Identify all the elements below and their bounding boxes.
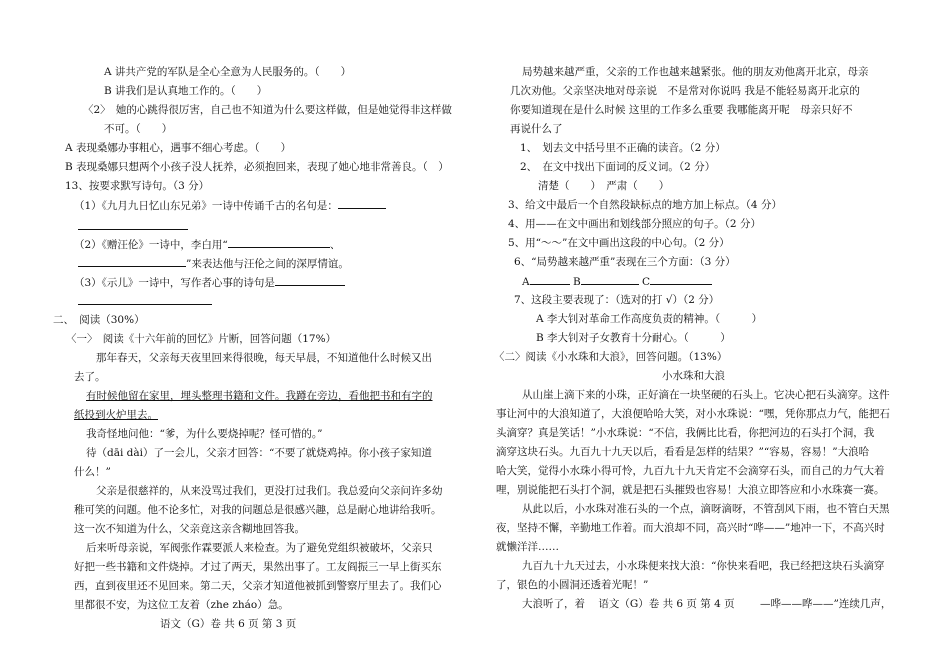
q13-2-cont: ”来表达他与汪伦之间的深厚情谊。 [78,254,349,274]
page-footer: 语文（G）卷 共 6 页 第 4 页 [598,598,735,610]
passage-line: 父亲是很慈祥的，从来没骂过我们，更没打过我们。我总爱向父亲问许多幼 [96,485,443,497]
story-line: 从山崖上滴下来的小珠，正好滴在一块坚硬的石头上。它决心把石头滴穿。这件 [522,389,890,401]
answer-blank[interactable] [78,217,188,230]
q12-2-option-a: A 表现桑娜办事粗心，遇事不细心考虑。（ ） [65,142,292,154]
question-7: 7、这段主要表现了：（选对的打 √）（2 分） [514,294,720,306]
reading-2-heading: 〈二〉阅读《小水珠和大浪》，回答问题。（13%） [494,351,728,363]
story-line: 事让河中的大浪知道了，大浪便哈哈大笑，对小水珠说：“嘿，凭你那点力气，能把石 [496,408,890,420]
story-line-with-footer: 大浪听了，着 语文（G）卷 共 6 页 第 4 页 —哗——哗——”连续几声， [522,598,892,610]
question-2: 2、 在文中找出下面词的反义词。（2 分） [520,161,716,173]
passage-line: 待（dāi dài）了一会儿，父亲才回答：“不要了就烧鸡掉。你小孩子家知道 [86,447,432,459]
q13-heading: 13、按要求默写诗句。（3 分） [65,180,210,192]
story-line: 九百九十九天过去，小水珠便来找大浪：“你快来看吧，我已经把这块石头滴穿 [522,560,885,572]
passage-line: 局势越来越严重，父亲的工作也越来越紧张。他的朋友劝他离开北京，母亲 [522,66,869,78]
q13-3-cont [78,292,212,312]
story-line: 夜，坚持不懈，辛勤地工作着。而大浪却不同，高兴时“哗——”地冲一下，不高兴时 [496,522,885,534]
answer-blank[interactable] [228,235,330,248]
question-3: 3、给文中最后一个自然段缺标点的地方加上标点。（4 分） [508,199,782,211]
story-line: 从此以后，小水珠对准石头的一个点，滴呀滴呀，不管刮风下雨，也不管白天黑 [522,503,890,515]
q13-3: （3）《示儿》一诗中，写作者心事的诗句是 [74,273,345,293]
passage-line: 西，直到夜里还不见回来。第二天，父亲才知道他被抓到警察厅里去了。我们心 [74,580,442,592]
passage-line: 后来听母亲说，军阀张作霖要派人来检查。为了避免党组织被破坏，父亲只 [86,542,433,554]
passage-line: 稚可笑的问题。他不论多忙，对我的问题总是很感兴趣，总是耐心地讲给我听。 [74,504,442,516]
story-line: 滴穿这块石头。九百九十九天以后，看看是怎样的结果？”“容易，容易！”大浪哈 [496,446,870,458]
passage-line: 几次劝他。父亲坚决地对母亲说 不是常对你说吗 我是不能轻易离开北京的 [510,85,860,97]
passage-line: 那年春天，父亲每天夜里回来得很晚，每天早晨，不知道他什么时候又出 [96,352,432,364]
answer-blank[interactable] [530,272,570,285]
q12-2-question-cont: 不可。（ ） [104,123,173,135]
question-7-option-a: A 李大钊对革命工作高度负责的精神。（ ） [536,313,763,325]
story-line: 了，银色的小圆洞还透着光呢！” [496,579,649,591]
passage-line: 里都很不安，为这位工友着（zhe zháo）急。 [74,599,289,611]
q13-1-cont [78,217,188,237]
answer-blank[interactable] [78,254,186,267]
answer-blank[interactable] [275,273,345,286]
passage-line: 再说什么了 [510,123,563,135]
passage-underlined-line: 纸投到火炉里去。 [74,409,158,421]
q13-1: （1）《九月九日忆山东兄弟》一诗中传诵千古的名句是： [74,196,386,216]
q12-2-question: 〈2〉 她的心跳得很厉害，自己也不知道为什么要这样做，但是她觉得非这样做 [83,104,452,116]
passage-line: 去了。 [74,371,106,383]
question-1: 1、 划去文中括号里不正确的读音。（2 分） [520,142,726,154]
question-2-words: 清楚（ ） 严肃（ ） [538,180,670,192]
story-line: 哈大笑，觉得小水珠小得可怜，九百九十九天肯定不会滴穿石头，而自己的力气大着 [496,465,885,477]
section-reading-heading: 二、 阅读（30%） [53,314,145,326]
passage-underlined-line: 有时候他留在家里，埋头整理书籍和文件。我蹲在旁边，看他把书和有字的 [86,390,433,402]
q12-1-option-b: B 讲我们是认真地工作的。（ ） [104,85,268,97]
answer-blank[interactable] [338,196,386,209]
q12-1-option-a: A 讲共产党的军队是全心全意为人民服务的。（ ） [104,66,352,78]
passage-line: 这一次不知道为什么，父亲竟这亲含糊地回答我。 [74,523,305,535]
story-line: 就懒洋洋…… [496,541,559,553]
story-line: 哩，别说能把石头打个洞，就是把石头摧毁也容易！大浪立即答应和小水珠赛一赛。 [496,484,885,496]
question-5: 5、用“～～”在文中画出这段的中心句。（2 分） [508,237,730,249]
passage-line: 你要知道现在是什么时候 这里的工作多么重要 我哪能离开呢 母亲只好不 [510,104,853,116]
passage-line: 好把一些书籍和文件烧掉。才过了两天，果然出事了。工友阎振三一早上街买东 [74,561,442,573]
question-4: 4、用——在文中画出和划线部分照应的句子。（2 分） [508,218,761,230]
question-6-answers: A B C [522,272,712,292]
question-7-option-b: B 李大钊对子女教育十分耐心。（ ） [536,332,731,344]
q13-2: （2）《赠汪伦》一诗中，李白用“ 、 [74,235,340,255]
reading-1-heading: 〈一〉 阅读《十六年前的回忆》片断，回答问题（17%） [66,333,337,345]
passage-line: 什么！” [74,466,111,478]
page-footer: 语文（G）卷 共 6 页 第 3 页 [160,618,297,630]
question-6: 6、“局势越来越严重”表现在三个方面：（3 分） [514,256,736,268]
answer-blank[interactable] [581,272,639,285]
answer-blank[interactable] [650,272,712,285]
passage-line: 我奇怪地问他：“爹，为什么要烧掉呢？怪可惜的。” [86,428,323,440]
story-line: 头滴穿？真是笑话！”小水珠说：“不信，我俩比比看，你把河边的石头打个洞，我 [496,427,875,439]
q12-2-option-b: B 表现桑娜只想两个小孩子没人抚养，必须抱回来，表现了她心地非常善良。（ ） [65,161,449,173]
answer-blank[interactable] [78,292,212,305]
story-title: 小水珠和大浪 [662,370,725,382]
